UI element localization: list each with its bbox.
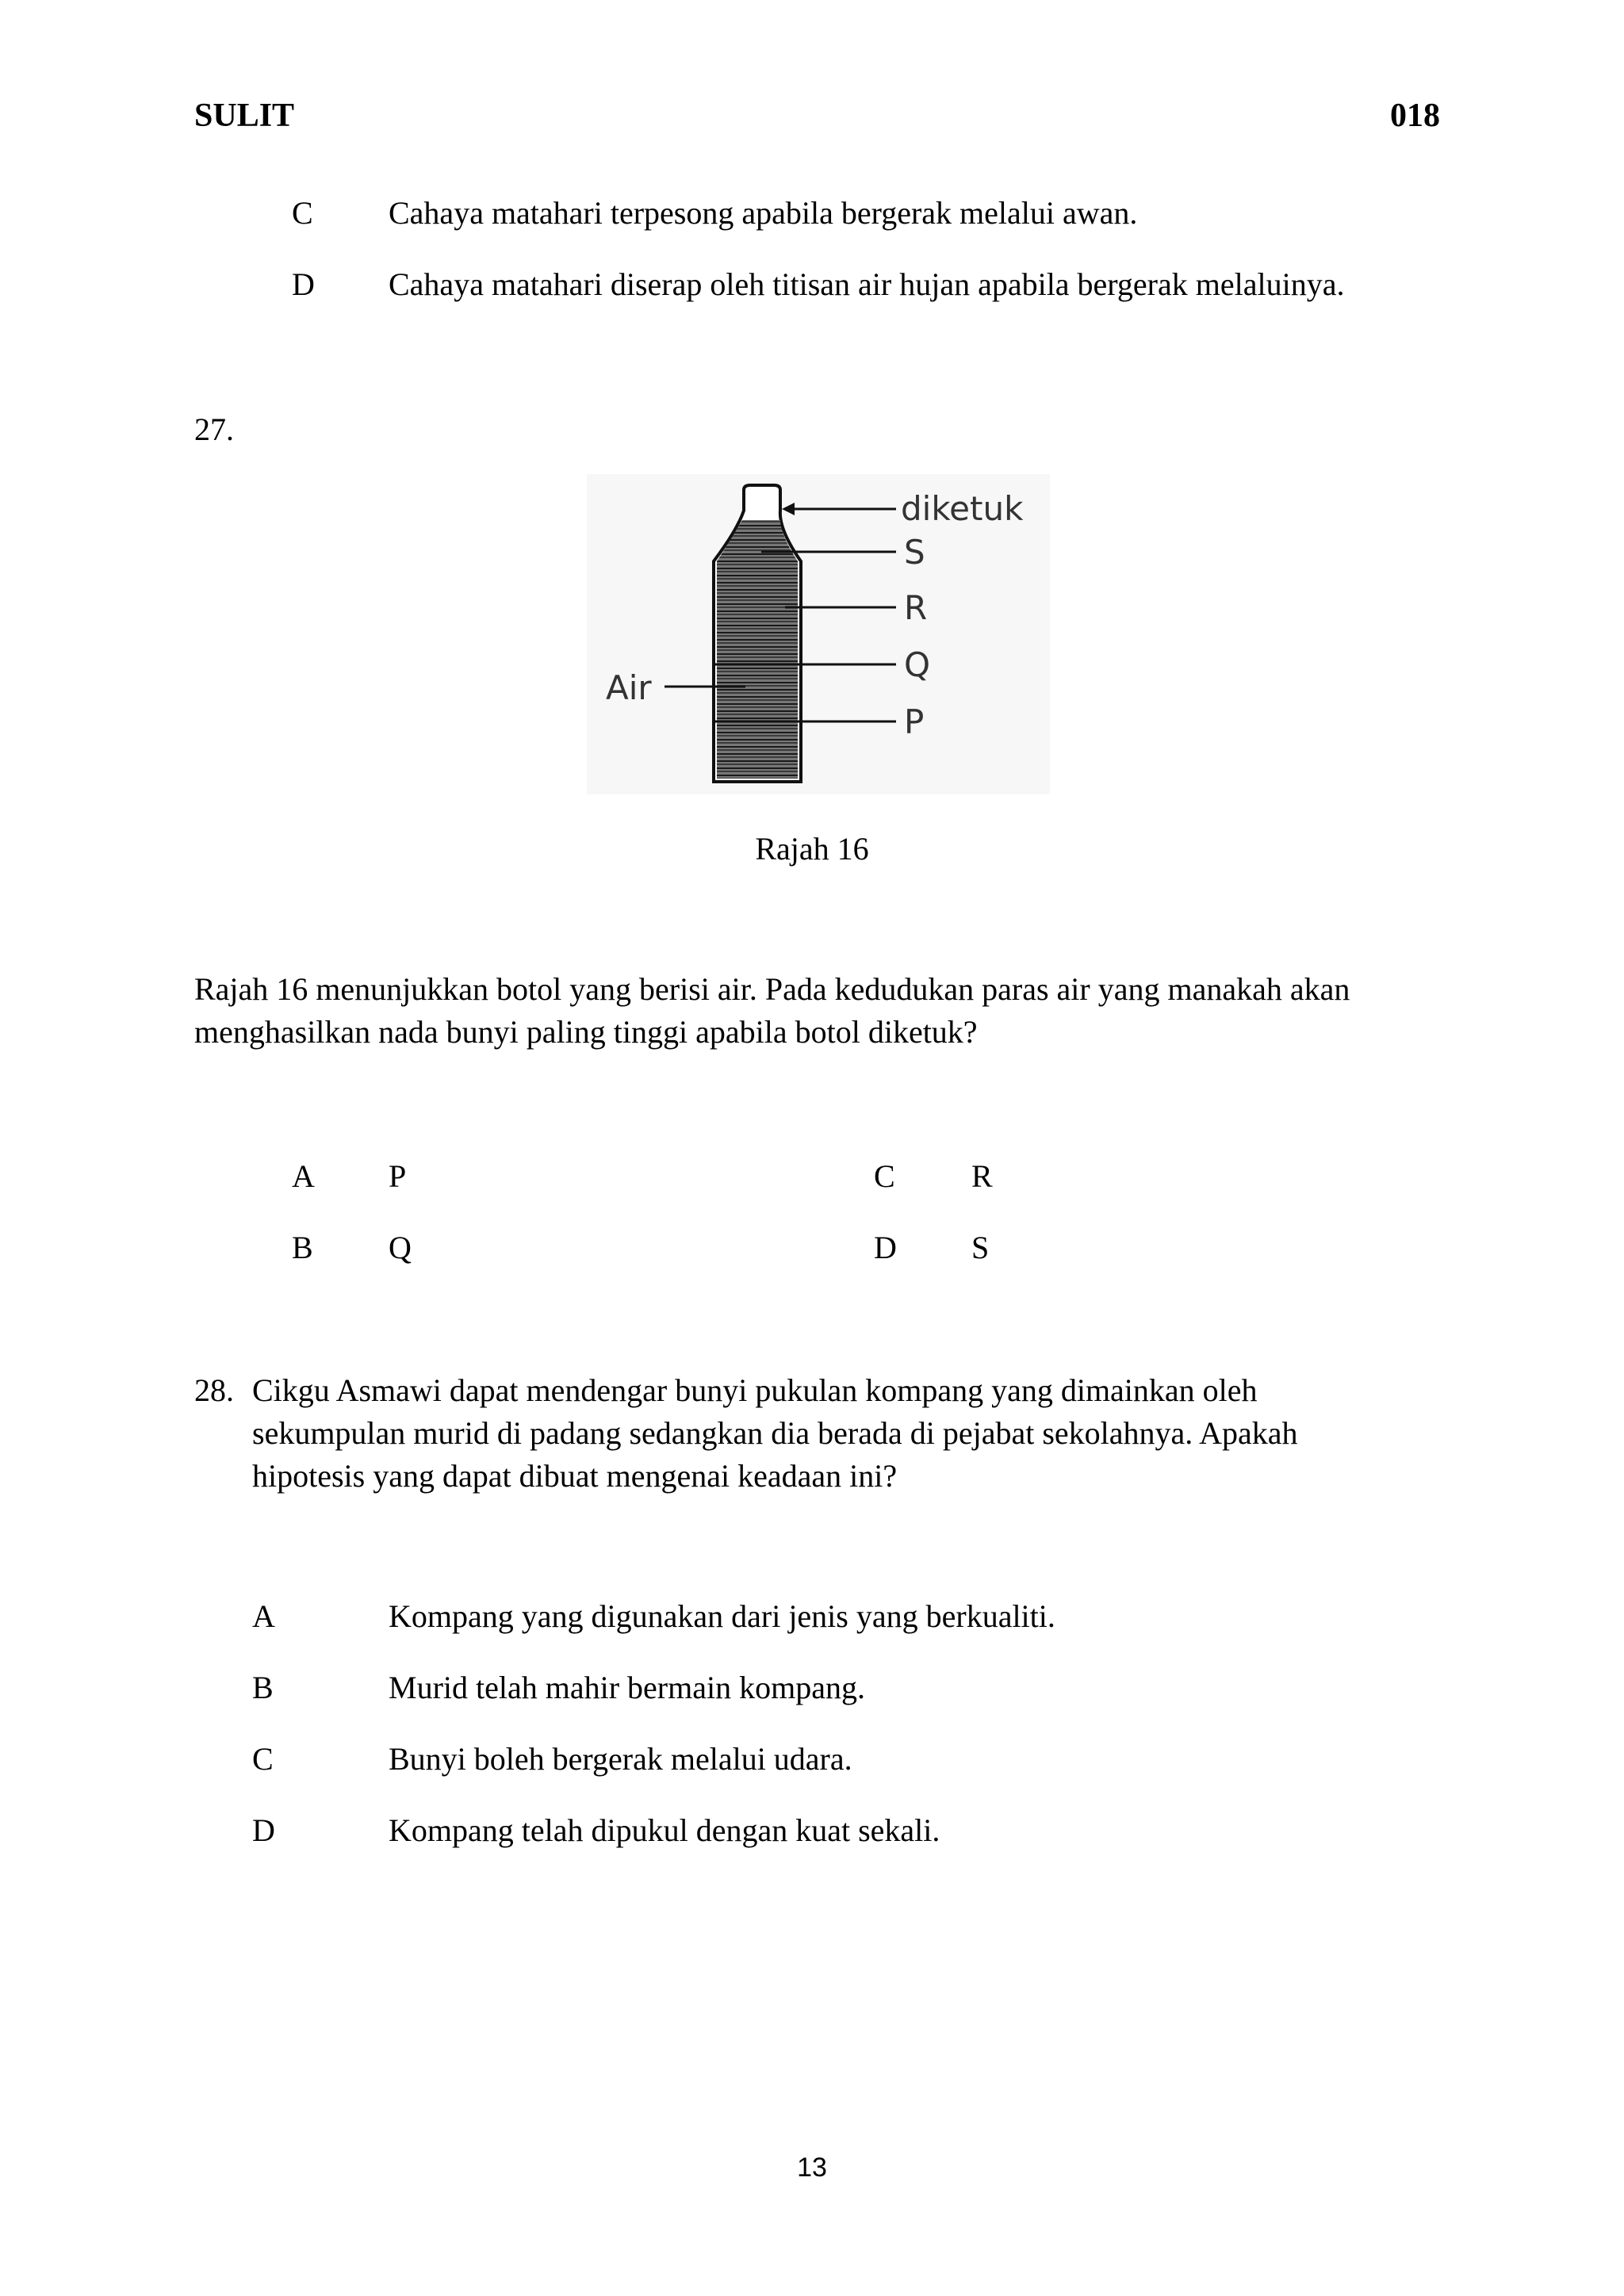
q28-option-a-text: Kompang yang digunakan dari jenis yang berkualiti. xyxy=(389,1598,1055,1634)
q27-stem-line-1: Rajah 16 menunjukkan botol yang berisi air. Pada kedudukan paras air yang manakah akan xyxy=(194,971,1350,1007)
q27-option-a-letter: A xyxy=(292,1158,315,1194)
figure-caption: Rajah 16 xyxy=(755,831,869,867)
q28-stem-line-3: hipotesis yang dapat dibuat mengenai keadaan ini? xyxy=(252,1458,898,1494)
q26-option-c-text: Cahaya matahari terpesong apabila bergerak melalui awan. xyxy=(389,195,1138,231)
q28-option-b-letter: B xyxy=(252,1670,274,1705)
q28-option-d-letter: D xyxy=(252,1812,275,1848)
q27-option-b-letter: B xyxy=(292,1230,313,1265)
q28-option-c-text: Bunyi boleh bergerak melalui udara. xyxy=(389,1741,852,1777)
q27-number: 27. xyxy=(194,411,234,447)
q26-option-c-letter: C xyxy=(292,195,313,231)
q28-option-a-letter: A xyxy=(252,1598,275,1634)
water-fill xyxy=(717,520,798,779)
q28-option-b-text: Murid telah mahir bermain kompang. xyxy=(389,1670,865,1705)
q27-option-b-text: Q xyxy=(389,1230,412,1265)
q27-option-d-text: S xyxy=(971,1230,990,1265)
header-sulit: SULIT xyxy=(194,98,295,134)
q28-option-c-letter: C xyxy=(252,1741,274,1777)
label-air: Air xyxy=(606,668,652,707)
q28-stem-line-1: Cikgu Asmawi dapat mendengar bunyi pukulan kompang yang dimainkan oleh xyxy=(252,1372,1258,1408)
label-q: Q xyxy=(904,645,931,684)
q27-option-c-letter: C xyxy=(874,1158,895,1194)
label-s: S xyxy=(904,533,925,572)
q26-option-d-text: Cahaya matahari diserap oleh titisan air hujan apabila bergerak melaluinya. xyxy=(389,266,1345,302)
q27-option-d-letter: D xyxy=(874,1230,897,1265)
q27-option-a-text: P xyxy=(389,1158,407,1194)
q27-option-c-text: R xyxy=(971,1158,993,1194)
q28-number: 28. xyxy=(194,1372,234,1408)
label-diketuk: diketuk xyxy=(901,489,1024,528)
header-code: 018 xyxy=(1390,98,1440,134)
q28-option-d-text: Kompang telah dipukul dengan kuat sekali. xyxy=(389,1812,940,1848)
page-number: 13 xyxy=(797,2152,827,2183)
label-r: R xyxy=(904,588,928,627)
q26-option-d-letter: D xyxy=(292,266,315,302)
q27-stem-line-2: menghasilkan nada bunyi paling tinggi apabila botol diketuk? xyxy=(194,1014,978,1050)
label-p: P xyxy=(904,702,925,741)
q28-stem-line-2: sekumpulan murid di padang sedangkan dia berada di pejabat sekolahnya. Apakah xyxy=(252,1415,1298,1451)
bottle-diagram xyxy=(587,474,1050,794)
